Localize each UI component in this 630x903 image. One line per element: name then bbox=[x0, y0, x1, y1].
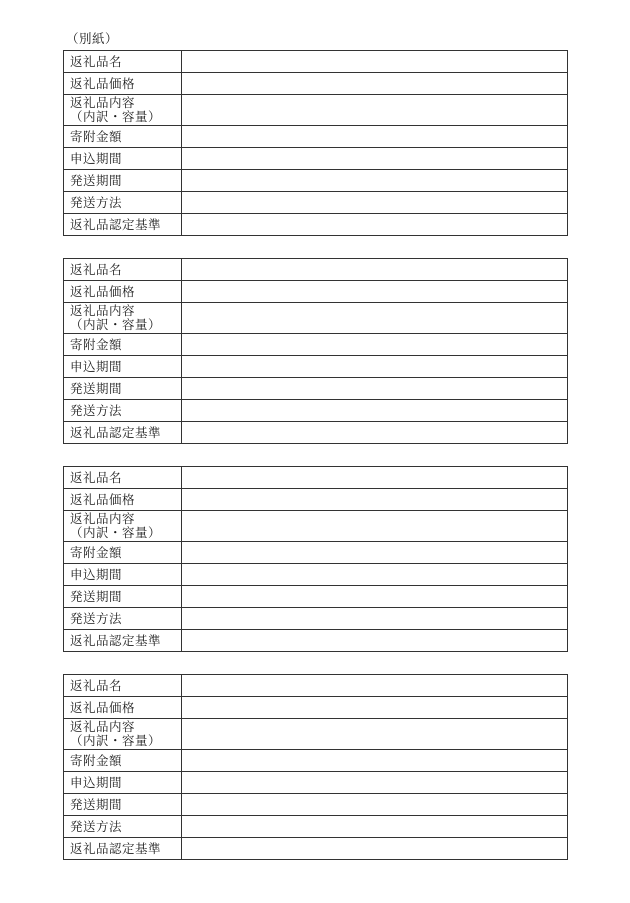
value-cell-shipping-method[interactable] bbox=[182, 192, 568, 214]
table-row bbox=[64, 95, 568, 126]
row-label-certification-criteria: 返礼品認定基準 bbox=[64, 422, 182, 444]
value-cell-donation-amount[interactable] bbox=[182, 126, 568, 148]
value-cell-donation-amount[interactable] bbox=[182, 750, 568, 772]
form-tables bbox=[63, 50, 568, 882]
table-row bbox=[64, 838, 568, 860]
gift-item-table bbox=[63, 674, 568, 860]
row-label-gift-price: 返礼品価格 bbox=[64, 73, 182, 95]
table-row bbox=[64, 794, 568, 816]
attachment-label: （別紙） bbox=[66, 31, 119, 46]
table-row bbox=[64, 750, 568, 772]
row-label-certification-criteria: 返礼品認定基準 bbox=[64, 214, 182, 236]
value-cell-application-period[interactable] bbox=[182, 772, 568, 794]
row-label-gift-contents: 返礼品内容 （内訳・容量） bbox=[64, 511, 182, 542]
row-label-donation-amount: 寄附金額 bbox=[64, 334, 182, 356]
table-row bbox=[64, 192, 568, 214]
value-cell-gift-contents[interactable] bbox=[182, 719, 568, 750]
row-label-shipping-period: 発送期間 bbox=[64, 794, 182, 816]
value-cell-application-period[interactable] bbox=[182, 148, 568, 170]
row-label-gift-price: 返礼品価格 bbox=[64, 281, 182, 303]
value-cell-gift-contents[interactable] bbox=[182, 511, 568, 542]
value-cell-gift-price[interactable] bbox=[182, 281, 568, 303]
row-label-shipping-period: 発送期間 bbox=[64, 378, 182, 400]
table-row bbox=[64, 400, 568, 422]
value-cell-certification-criteria[interactable] bbox=[182, 630, 568, 652]
value-cell-donation-amount[interactable] bbox=[182, 334, 568, 356]
row-label-gift-price: 返礼品価格 bbox=[64, 489, 182, 511]
row-label-shipping-period: 発送期間 bbox=[64, 170, 182, 192]
table-row bbox=[64, 489, 568, 511]
table-row bbox=[64, 511, 568, 542]
value-cell-shipping-method[interactable] bbox=[182, 816, 568, 838]
value-cell-application-period[interactable] bbox=[182, 564, 568, 586]
table-row bbox=[64, 675, 568, 697]
row-label-gift-name: 返礼品名 bbox=[64, 467, 182, 489]
value-cell-application-period[interactable] bbox=[182, 356, 568, 378]
table-row bbox=[64, 334, 568, 356]
value-cell-shipping-method[interactable] bbox=[182, 400, 568, 422]
value-cell-gift-contents[interactable] bbox=[182, 303, 568, 334]
table-row bbox=[64, 51, 568, 73]
value-cell-shipping-period[interactable] bbox=[182, 794, 568, 816]
row-label-donation-amount: 寄附金額 bbox=[64, 126, 182, 148]
value-cell-certification-criteria[interactable] bbox=[182, 838, 568, 860]
row-label-gift-name: 返礼品名 bbox=[64, 675, 182, 697]
table-row bbox=[64, 608, 568, 630]
row-label-shipping-method: 発送方法 bbox=[64, 608, 182, 630]
row-label-gift-contents: 返礼品内容 （内訳・容量） bbox=[64, 95, 182, 126]
table-row bbox=[64, 148, 568, 170]
table-row bbox=[64, 586, 568, 608]
row-label-certification-criteria: 返礼品認定基準 bbox=[64, 838, 182, 860]
table-row bbox=[64, 697, 568, 719]
table-row bbox=[64, 73, 568, 95]
row-label-gift-contents: 返礼品内容 （内訳・容量） bbox=[64, 719, 182, 750]
value-cell-shipping-method[interactable] bbox=[182, 608, 568, 630]
row-label-gift-name: 返礼品名 bbox=[64, 51, 182, 73]
value-cell-gift-contents[interactable] bbox=[182, 95, 568, 126]
row-label-gift-name: 返礼品名 bbox=[64, 259, 182, 281]
table-row bbox=[64, 422, 568, 444]
row-label-application-period: 申込期間 bbox=[64, 564, 182, 586]
table-row bbox=[64, 630, 568, 652]
row-label-donation-amount: 寄附金額 bbox=[64, 542, 182, 564]
table-row bbox=[64, 259, 568, 281]
table-row bbox=[64, 214, 568, 236]
table-row bbox=[64, 542, 568, 564]
value-cell-shipping-period[interactable] bbox=[182, 170, 568, 192]
table-row bbox=[64, 303, 568, 334]
gift-item-table bbox=[63, 258, 568, 444]
table-row bbox=[64, 719, 568, 750]
table-row bbox=[64, 378, 568, 400]
value-cell-gift-name[interactable] bbox=[182, 259, 568, 281]
table-row bbox=[64, 170, 568, 192]
row-label-shipping-period: 発送期間 bbox=[64, 586, 182, 608]
value-cell-certification-criteria[interactable] bbox=[182, 214, 568, 236]
value-cell-shipping-period[interactable] bbox=[182, 378, 568, 400]
value-cell-donation-amount[interactable] bbox=[182, 542, 568, 564]
row-label-shipping-method: 発送方法 bbox=[64, 816, 182, 838]
value-cell-gift-price[interactable] bbox=[182, 697, 568, 719]
row-label-donation-amount: 寄附金額 bbox=[64, 750, 182, 772]
table-row bbox=[64, 467, 568, 489]
value-cell-gift-name[interactable] bbox=[182, 467, 568, 489]
gift-item-table bbox=[63, 466, 568, 652]
value-cell-gift-name[interactable] bbox=[182, 675, 568, 697]
row-label-application-period: 申込期間 bbox=[64, 148, 182, 170]
table-row bbox=[64, 564, 568, 586]
table-row bbox=[64, 281, 568, 303]
row-label-application-period: 申込期間 bbox=[64, 772, 182, 794]
value-cell-gift-name[interactable] bbox=[182, 51, 568, 73]
value-cell-gift-price[interactable] bbox=[182, 73, 568, 95]
table-row bbox=[64, 356, 568, 378]
row-label-certification-criteria: 返礼品認定基準 bbox=[64, 630, 182, 652]
value-cell-shipping-period[interactable] bbox=[182, 586, 568, 608]
table-row bbox=[64, 772, 568, 794]
row-label-gift-contents: 返礼品内容 （内訳・容量） bbox=[64, 303, 182, 334]
value-cell-gift-price[interactable] bbox=[182, 489, 568, 511]
row-label-shipping-method: 発送方法 bbox=[64, 400, 182, 422]
table-row bbox=[64, 816, 568, 838]
row-label-gift-price: 返礼品価格 bbox=[64, 697, 182, 719]
gift-item-table bbox=[63, 50, 568, 236]
value-cell-certification-criteria[interactable] bbox=[182, 422, 568, 444]
table-row bbox=[64, 126, 568, 148]
row-label-shipping-method: 発送方法 bbox=[64, 192, 182, 214]
row-label-application-period: 申込期間 bbox=[64, 356, 182, 378]
